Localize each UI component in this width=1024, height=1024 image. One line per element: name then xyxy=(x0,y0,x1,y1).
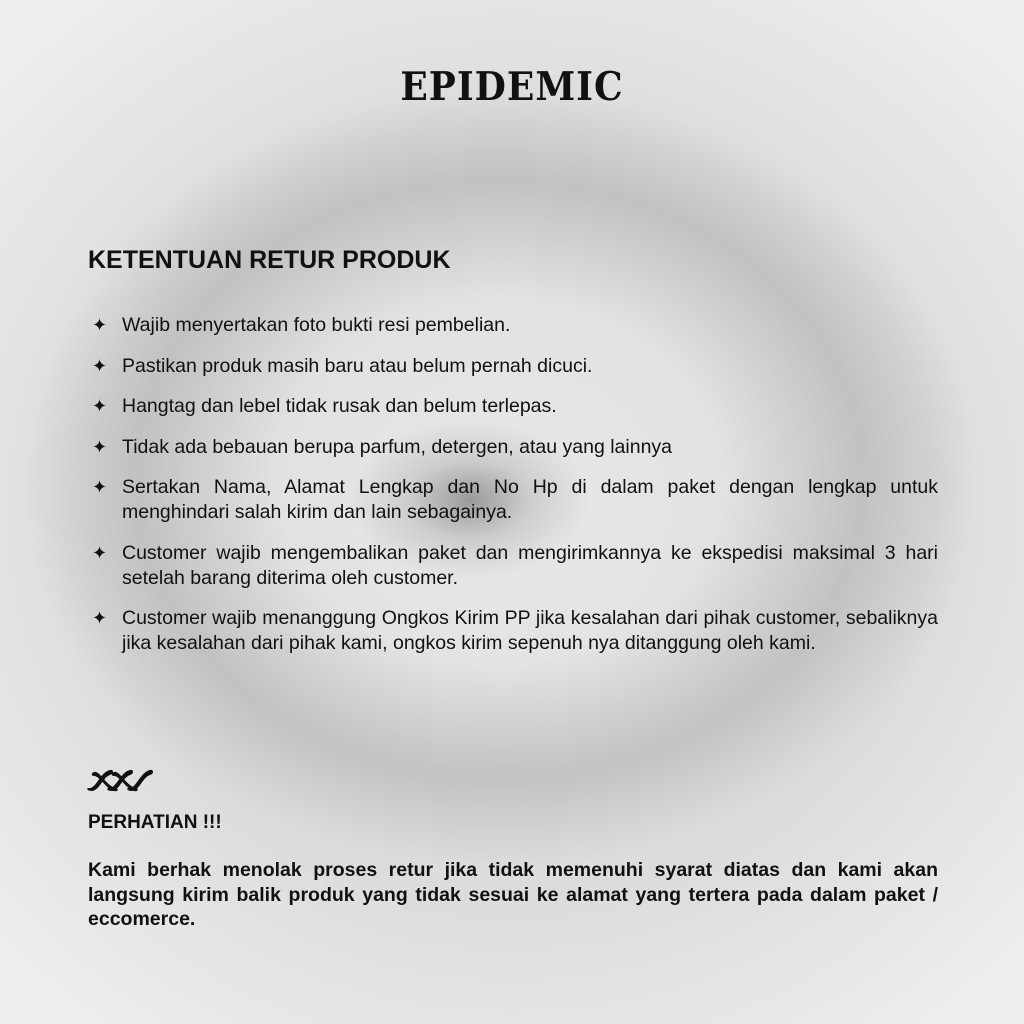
rule-text: Pastikan produk masih baru atau belum pernah dicuci. xyxy=(122,354,593,377)
rule-text: Hangtag dan lebel tidak rusak dan belum terlepas. xyxy=(122,395,557,417)
rule-text: Customer wajib menanggung Ongkos Kirim PP jika kesalahan dari pihak customer, sebaliknya jika kesalahan dari pihak kami, ongkos kirim sepenuh nya ditanggung oleh kami. xyxy=(122,607,938,654)
four-point-star-icon: ✦ xyxy=(92,608,108,628)
rule-item xyxy=(92,313,938,338)
four-point-star-icon: ✦ xyxy=(92,315,108,335)
four-point-star-icon: ✦ xyxy=(92,355,108,376)
rule-text: Wajib menyertakan foto bukti resi pembelian. xyxy=(122,314,511,336)
four-point-star-icon: ✦ xyxy=(92,396,108,416)
rule-text: Tidak ada bebauan berupa parfum, detergen, atau yang lainnya xyxy=(122,435,673,458)
rules-list xyxy=(92,313,938,672)
page-title: KETENTUAN RETUR PRODUK xyxy=(88,246,451,274)
rule-item xyxy=(92,435,938,460)
rule-item xyxy=(92,475,938,525)
four-point-star-icon: ✦ xyxy=(92,477,108,497)
rule-item xyxy=(92,541,938,591)
brand-logo xyxy=(0,63,1024,111)
decorative-xx-mark-icon xyxy=(86,766,156,797)
warning-heading: PERHATIAN !!! xyxy=(88,812,222,833)
rule-item xyxy=(92,354,938,379)
rule-item xyxy=(92,394,938,419)
warning-text: Kami berhak menolak proses retur jika tidak memenuhi syarat diatas dan kami akan langsung kirim balik produk yang tidak sesuai ke alamat yang tertera pada dalam paket / eccomerce. xyxy=(88,859,938,930)
rule-item xyxy=(92,606,938,656)
four-point-star-icon: ✦ xyxy=(92,542,108,563)
rule-text: Customer wajib mengembalikan paket dan mengirimkannya ke ekspedisi maksimal 3 hari setelah barang diterima oleh customer. xyxy=(122,541,938,589)
logo-text: EPIDEMIC xyxy=(400,63,624,111)
rule-text: Sertakan Nama, Alamat Lengkap dan No Hp di dalam paket dengan lengkap untuk menghindari salah kirim dan lain sebagainya. xyxy=(122,476,938,523)
four-point-star-icon: ✦ xyxy=(92,436,108,457)
